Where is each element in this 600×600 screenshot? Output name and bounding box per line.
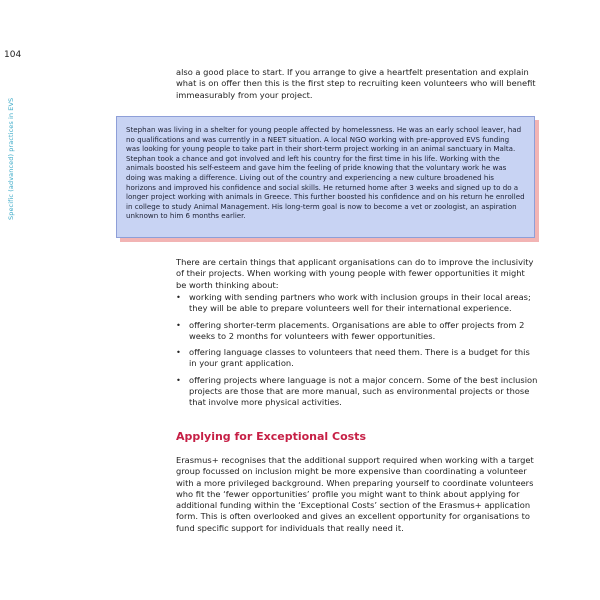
bullet-text: offering projects where language is not a major concern. Some of the best inclusion projects are those that are more manual, such as environmental projects or those that involve more physical activities. — [189, 374, 538, 408]
case-study-box — [116, 116, 535, 238]
section-heading: Applying for Exceptional Costs — [176, 430, 366, 443]
list-item — [176, 292, 538, 315]
intro-paragraph: also a good place to start. If you arrange to give a heartfelt presentation and explain what is on offer then this is the first step to recruiting keen volunteers who will benefit immeasurably from your project. — [176, 67, 536, 100]
bullet-text: offering shorter-term placements. Organisations are able to offer projects from 2 weeks to 2 months for volunteers with fewer opportunities. — [189, 319, 525, 341]
bullet-icon: • — [176, 319, 181, 330]
case-study-text: Stephan was living in a shelter for young people affected by homelessness. He was an early school leaver, had no qualifications and was currently in a NEET situation. A local NGO working with pre-approved EVS funding was looking for young people to take part in their short-term project working in an animal sanctuary in Malta. Stephan took a chance and got involved and left his country for the first time in his life. Working with the animals boosted his self-esteem and gave him the feeling of pride knowing that the voluntary work he was doing was making a difference. Living out of the country and experiencing a new culture broadened his horizons and improved his confidence and social skills. He returned home after 3 weeks and signed up to do a longer project working with animals in Greece. This further boosted his confidence and on his return he enrolled in college to study Animal Management. His long-term goal is now to become a vet or zoologist, an aspiration unknown to him 6 months earlier. — [116, 116, 535, 238]
bullet-text: working with sending partners who work with inclusion groups in their local areas; they will be able to prepare volunteers well for their international experience. — [189, 292, 531, 314]
list-item — [176, 320, 538, 343]
inclusivity-bullet-list — [176, 292, 538, 414]
bullet-icon: • — [176, 347, 181, 358]
side-running-title: Specific (advanced) practices in EVS — [7, 97, 15, 220]
bullet-icon: • — [176, 374, 181, 385]
page-number: 104 — [4, 50, 22, 60]
list-item — [176, 347, 538, 370]
list-item — [176, 375, 538, 409]
exceptional-costs-paragraph: Erasmus+ recognises that the additional support required when working with a target group focussed on inclusion might be more expensive than coordinating a volunteer with a more privileged background. When preparing yourself to coordinate volunteers who fit the ‘fewer opportunities’ profile you might want to think about applying for additional funding within the ‘Exceptional Costs’ section of the Erasmus+ application form. This is often overlooked and gives an excellent opportunity for organisations to fund specific support for individuals that really need it. — [176, 455, 534, 533]
bullet-icon: • — [176, 292, 181, 302]
bullet-text: offering language classes to volunteers that need them. There is a budget for this in your grant application. — [189, 347, 530, 369]
inclusivity-paragraph: There are certain things that applicant organisations can do to improve the inclusivity of their projects. When working with young people with fewer opportunities it might be worth thinking about: — [176, 257, 534, 290]
